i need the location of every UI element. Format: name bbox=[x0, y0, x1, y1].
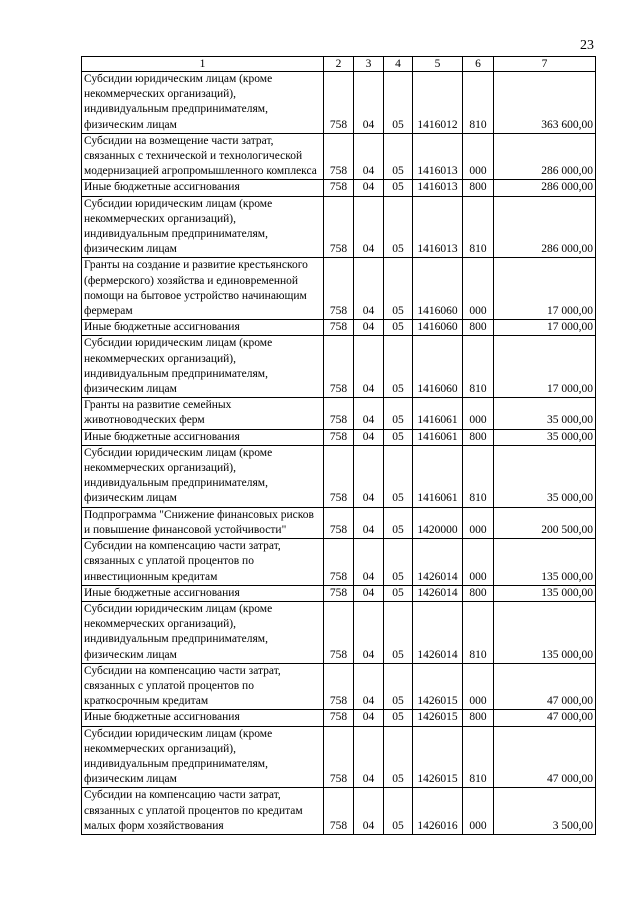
cell-admin-code: 758 bbox=[324, 663, 354, 710]
cell-subsection-code: 05 bbox=[384, 180, 413, 196]
cell-target-article: 1416061 bbox=[413, 398, 463, 429]
cell-subsection-code: 05 bbox=[384, 788, 413, 835]
table-row bbox=[82, 133, 596, 180]
cell-amount: 286 000,00 bbox=[494, 133, 596, 180]
cell-item-name: Иные бюджетные ассигнования bbox=[82, 180, 324, 196]
page-number: 23 bbox=[580, 38, 594, 53]
cell-amount: 135 000,00 bbox=[494, 539, 596, 586]
cell-section-code: 04 bbox=[354, 429, 384, 445]
cell-amount: 135 000,00 bbox=[494, 585, 596, 601]
cell-target-article: 1416061 bbox=[413, 429, 463, 445]
cell-target-article: 1426014 bbox=[413, 585, 463, 601]
cell-amount: 286 000,00 bbox=[494, 196, 596, 258]
cell-target-article: 1426014 bbox=[413, 539, 463, 586]
cell-target-article: 1416060 bbox=[413, 320, 463, 336]
table-header bbox=[82, 57, 596, 72]
cell-expense-type: 000 bbox=[463, 507, 494, 538]
cell-section-code: 04 bbox=[354, 133, 384, 180]
cell-item-name: Иные бюджетные ассигнования bbox=[82, 320, 324, 336]
cell-expense-type: 810 bbox=[463, 196, 494, 258]
table-row bbox=[82, 180, 596, 196]
cell-amount: 35 000,00 bbox=[494, 445, 596, 507]
header-col-2: 2 bbox=[324, 57, 354, 72]
cell-expense-type: 810 bbox=[463, 445, 494, 507]
cell-subsection-code: 05 bbox=[384, 710, 413, 726]
cell-target-article: 1416013 bbox=[413, 196, 463, 258]
cell-amount: 47 000,00 bbox=[494, 710, 596, 726]
cell-section-code: 04 bbox=[354, 72, 384, 134]
table-row bbox=[82, 72, 596, 134]
cell-target-article: 1416060 bbox=[413, 258, 463, 320]
cell-target-article: 1426015 bbox=[413, 663, 463, 710]
cell-amount: 135 000,00 bbox=[494, 601, 596, 663]
cell-item-name: Субсидии на возмещение части затрат, связанных с технической и технологической модернизацией агропромышленного комплекса bbox=[82, 133, 324, 180]
table-row bbox=[82, 663, 596, 710]
cell-amount: 286 000,00 bbox=[494, 180, 596, 196]
cell-expense-type: 800 bbox=[463, 429, 494, 445]
cell-subsection-code: 05 bbox=[384, 336, 413, 398]
cell-item-name: Субсидии юридическим лицам (кроме некоммерческих организаций), индивидуальным предпринимателям, физическим лицам bbox=[82, 196, 324, 258]
cell-target-article: 1416013 bbox=[413, 133, 463, 180]
header-col-3: 3 bbox=[354, 57, 384, 72]
cell-amount: 35 000,00 bbox=[494, 398, 596, 429]
cell-target-article: 1416013 bbox=[413, 180, 463, 196]
cell-subsection-code: 05 bbox=[384, 258, 413, 320]
cell-item-name: Иные бюджетные ассигнования bbox=[82, 585, 324, 601]
budget-table bbox=[81, 56, 596, 835]
cell-expense-type: 000 bbox=[463, 258, 494, 320]
header-col-6: 6 bbox=[463, 57, 494, 72]
table-row bbox=[82, 320, 596, 336]
cell-section-code: 04 bbox=[354, 539, 384, 586]
cell-amount: 17 000,00 bbox=[494, 336, 596, 398]
cell-target-article: 1426015 bbox=[413, 710, 463, 726]
cell-admin-code: 758 bbox=[324, 133, 354, 180]
cell-target-article: 1426014 bbox=[413, 601, 463, 663]
cell-amount: 17 000,00 bbox=[494, 258, 596, 320]
cell-section-code: 04 bbox=[354, 336, 384, 398]
cell-amount: 35 000,00 bbox=[494, 429, 596, 445]
cell-subsection-code: 05 bbox=[384, 601, 413, 663]
cell-item-name: Субсидии на компенсацию части затрат, связанных с уплатой процентов по инвестиционным кредитам bbox=[82, 539, 324, 586]
cell-admin-code: 758 bbox=[324, 258, 354, 320]
cell-target-article: 1426015 bbox=[413, 726, 463, 788]
cell-expense-type: 800 bbox=[463, 585, 494, 601]
cell-section-code: 04 bbox=[354, 398, 384, 429]
cell-subsection-code: 05 bbox=[384, 196, 413, 258]
cell-amount: 200 500,00 bbox=[494, 507, 596, 538]
cell-admin-code: 758 bbox=[324, 585, 354, 601]
cell-admin-code: 758 bbox=[324, 72, 354, 134]
cell-section-code: 04 bbox=[354, 507, 384, 538]
cell-subsection-code: 05 bbox=[384, 726, 413, 788]
table-row bbox=[82, 258, 596, 320]
cell-admin-code: 758 bbox=[324, 507, 354, 538]
cell-section-code: 04 bbox=[354, 445, 384, 507]
cell-section-code: 04 bbox=[354, 601, 384, 663]
cell-amount: 3 500,00 bbox=[494, 788, 596, 835]
cell-amount: 47 000,00 bbox=[494, 726, 596, 788]
cell-subsection-code: 05 bbox=[384, 320, 413, 336]
cell-admin-code: 758 bbox=[324, 445, 354, 507]
table-row bbox=[82, 601, 596, 663]
table-row bbox=[82, 585, 596, 601]
cell-expense-type: 000 bbox=[463, 539, 494, 586]
cell-expense-type: 800 bbox=[463, 710, 494, 726]
cell-item-name: Субсидии на компенсацию части затрат, связанных с уплатой процентов по кредитам малых форм хозяйствования bbox=[82, 788, 324, 835]
cell-amount: 47 000,00 bbox=[494, 663, 596, 710]
cell-target-article: 1426016 bbox=[413, 788, 463, 835]
cell-section-code: 04 bbox=[354, 320, 384, 336]
header-col-7: 7 bbox=[494, 57, 596, 72]
cell-section-code: 04 bbox=[354, 710, 384, 726]
cell-item-name: Субсидии юридическим лицам (кроме некоммерческих организаций), индивидуальным предпринимателям, физическим лицам bbox=[82, 601, 324, 663]
table-body bbox=[82, 72, 596, 835]
table-row bbox=[82, 445, 596, 507]
table-row bbox=[82, 788, 596, 835]
cell-admin-code: 758 bbox=[324, 336, 354, 398]
cell-subsection-code: 05 bbox=[384, 663, 413, 710]
table-row bbox=[82, 336, 596, 398]
cell-target-article: 1416061 bbox=[413, 445, 463, 507]
cell-section-code: 04 bbox=[354, 726, 384, 788]
cell-expense-type: 800 bbox=[463, 180, 494, 196]
cell-item-name: Иные бюджетные ассигнования bbox=[82, 429, 324, 445]
cell-expense-type: 000 bbox=[463, 788, 494, 835]
table-row bbox=[82, 196, 596, 258]
cell-expense-type: 810 bbox=[463, 336, 494, 398]
cell-item-name: Субсидии на компенсацию части затрат, связанных с уплатой процентов по краткосрочным кредитам bbox=[82, 663, 324, 710]
cell-admin-code: 758 bbox=[324, 710, 354, 726]
cell-item-name: Субсидии юридическим лицам (кроме некоммерческих организаций), индивидуальным предпринимателям, физическим лицам bbox=[82, 72, 324, 134]
cell-section-code: 04 bbox=[354, 196, 384, 258]
cell-item-name: Иные бюджетные ассигнования bbox=[82, 710, 324, 726]
cell-section-code: 04 bbox=[354, 585, 384, 601]
cell-expense-type: 810 bbox=[463, 72, 494, 134]
cell-expense-type: 810 bbox=[463, 726, 494, 788]
cell-subsection-code: 05 bbox=[384, 539, 413, 586]
cell-admin-code: 758 bbox=[324, 539, 354, 586]
cell-expense-type: 000 bbox=[463, 133, 494, 180]
cell-item-name: Субсидии юридическим лицам (кроме некоммерческих организаций), индивидуальным предпринимателям, физическим лицам bbox=[82, 726, 324, 788]
cell-admin-code: 758 bbox=[324, 788, 354, 835]
table-row bbox=[82, 726, 596, 788]
cell-admin-code: 758 bbox=[324, 429, 354, 445]
cell-expense-type: 000 bbox=[463, 663, 494, 710]
cell-subsection-code: 05 bbox=[384, 507, 413, 538]
cell-target-article: 1416012 bbox=[413, 72, 463, 134]
cell-target-article: 1420000 bbox=[413, 507, 463, 538]
cell-item-name: Субсидии юридическим лицам (кроме некоммерческих организаций), индивидуальным предпринимателям, физическим лицам bbox=[82, 336, 324, 398]
cell-admin-code: 758 bbox=[324, 398, 354, 429]
cell-admin-code: 758 bbox=[324, 601, 354, 663]
cell-amount: 17 000,00 bbox=[494, 320, 596, 336]
header-col-4: 4 bbox=[384, 57, 413, 72]
cell-item-name: Подпрограмма "Снижение финансовых рисков и повышение финансовой устойчивости" bbox=[82, 507, 324, 538]
cell-admin-code: 758 bbox=[324, 320, 354, 336]
table-row bbox=[82, 539, 596, 586]
cell-admin-code: 758 bbox=[324, 726, 354, 788]
cell-item-name: Субсидии юридическим лицам (кроме некоммерческих организаций), индивидуальным предпринимателям, физическим лицам bbox=[82, 445, 324, 507]
header-col-5: 5 bbox=[413, 57, 463, 72]
cell-section-code: 04 bbox=[354, 180, 384, 196]
table-row bbox=[82, 507, 596, 538]
cell-subsection-code: 05 bbox=[384, 398, 413, 429]
table-row bbox=[82, 429, 596, 445]
cell-section-code: 04 bbox=[354, 663, 384, 710]
cell-expense-type: 800 bbox=[463, 320, 494, 336]
cell-amount: 363 600,00 bbox=[494, 72, 596, 134]
cell-subsection-code: 05 bbox=[384, 585, 413, 601]
cell-subsection-code: 05 bbox=[384, 429, 413, 445]
cell-admin-code: 758 bbox=[324, 196, 354, 258]
cell-subsection-code: 05 bbox=[384, 72, 413, 134]
cell-section-code: 04 bbox=[354, 788, 384, 835]
cell-expense-type: 810 bbox=[463, 601, 494, 663]
header-row bbox=[82, 57, 596, 72]
cell-section-code: 04 bbox=[354, 258, 384, 320]
cell-item-name: Гранты на развитие семейных животноводческих ферм bbox=[82, 398, 324, 429]
header-col-1: 1 bbox=[82, 57, 324, 72]
table-row bbox=[82, 710, 596, 726]
cell-admin-code: 758 bbox=[324, 180, 354, 196]
cell-subsection-code: 05 bbox=[384, 133, 413, 180]
cell-item-name: Гранты на создание и развитие крестьянского (фермерского) хозяйства и единовременной помощи на бытовое устройство начинающим фермерам bbox=[82, 258, 324, 320]
cell-expense-type: 000 bbox=[463, 398, 494, 429]
cell-target-article: 1416060 bbox=[413, 336, 463, 398]
table-row bbox=[82, 398, 596, 429]
cell-subsection-code: 05 bbox=[384, 445, 413, 507]
